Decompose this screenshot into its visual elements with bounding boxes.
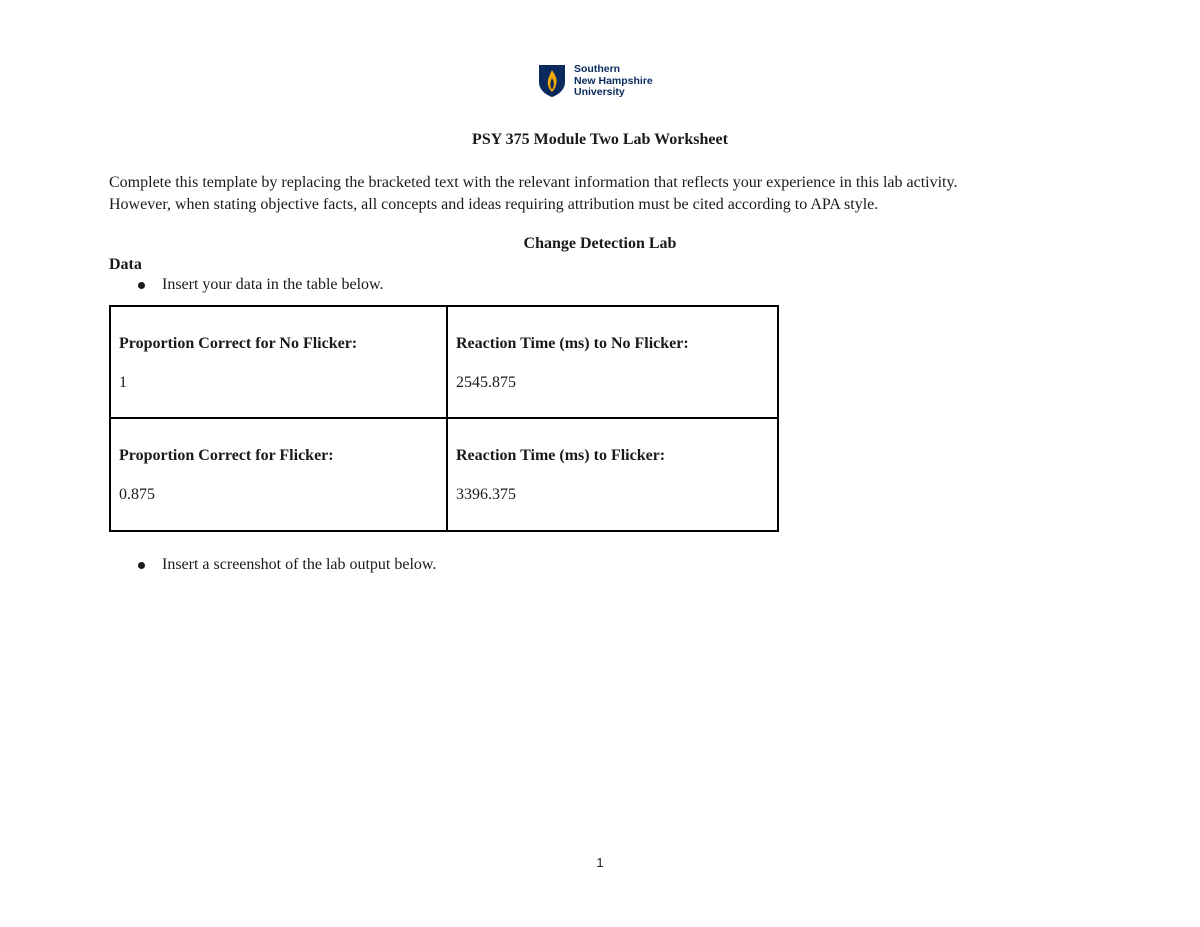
intro-paragraph [109,172,1109,215]
bullet-item [138,276,384,294]
cell-value: 1 [119,374,127,391]
bullet-text: Insert a screenshot of the lab output below. [162,556,437,573]
intro-line-2: However, when stating objective facts, all concepts and ideas requiring attribution must be cited according to APA style. [109,195,879,213]
cell-value: 3396.375 [456,485,516,503]
page-number: 1 [596,855,604,870]
cell-label: Reaction Time (ms) to No Flicker: [456,335,689,352]
cell-label: Proportion Correct for No Flicker: [119,335,358,352]
logo-line-2: New Hampshire [574,74,653,87]
data-table [109,305,779,532]
bullet-item [138,556,436,574]
cell-label: Proportion Correct for Flicker: [119,446,334,464]
table-cell [448,419,777,531]
bullet-dot-icon [138,282,145,289]
cell-value: 0.875 [119,485,155,503]
logo-line-1: Southern [574,63,621,75]
section-title: Change Detection Lab [523,235,677,252]
cell-label: Reaction Time (ms) to Flicker: [456,446,666,464]
logo-line-3: University [574,86,625,98]
data-heading: Data [109,256,142,273]
university-logo [538,64,653,99]
logo-wordmark [574,64,653,99]
shield-flame-icon [538,64,566,98]
document-title: PSY 375 Module Two Lab Worksheet [472,131,728,148]
cell-value: 2545.875 [456,374,516,391]
table-cell [111,307,448,419]
table-cell [448,307,777,419]
bullet-dot-icon [138,562,145,569]
bullet-text: Insert your data in the table below. [162,276,384,293]
intro-line-1: Complete this template by replacing the bracketed text with the relevant information that reflects your experience in this lab activity. [109,174,958,191]
table-cell [111,419,448,531]
